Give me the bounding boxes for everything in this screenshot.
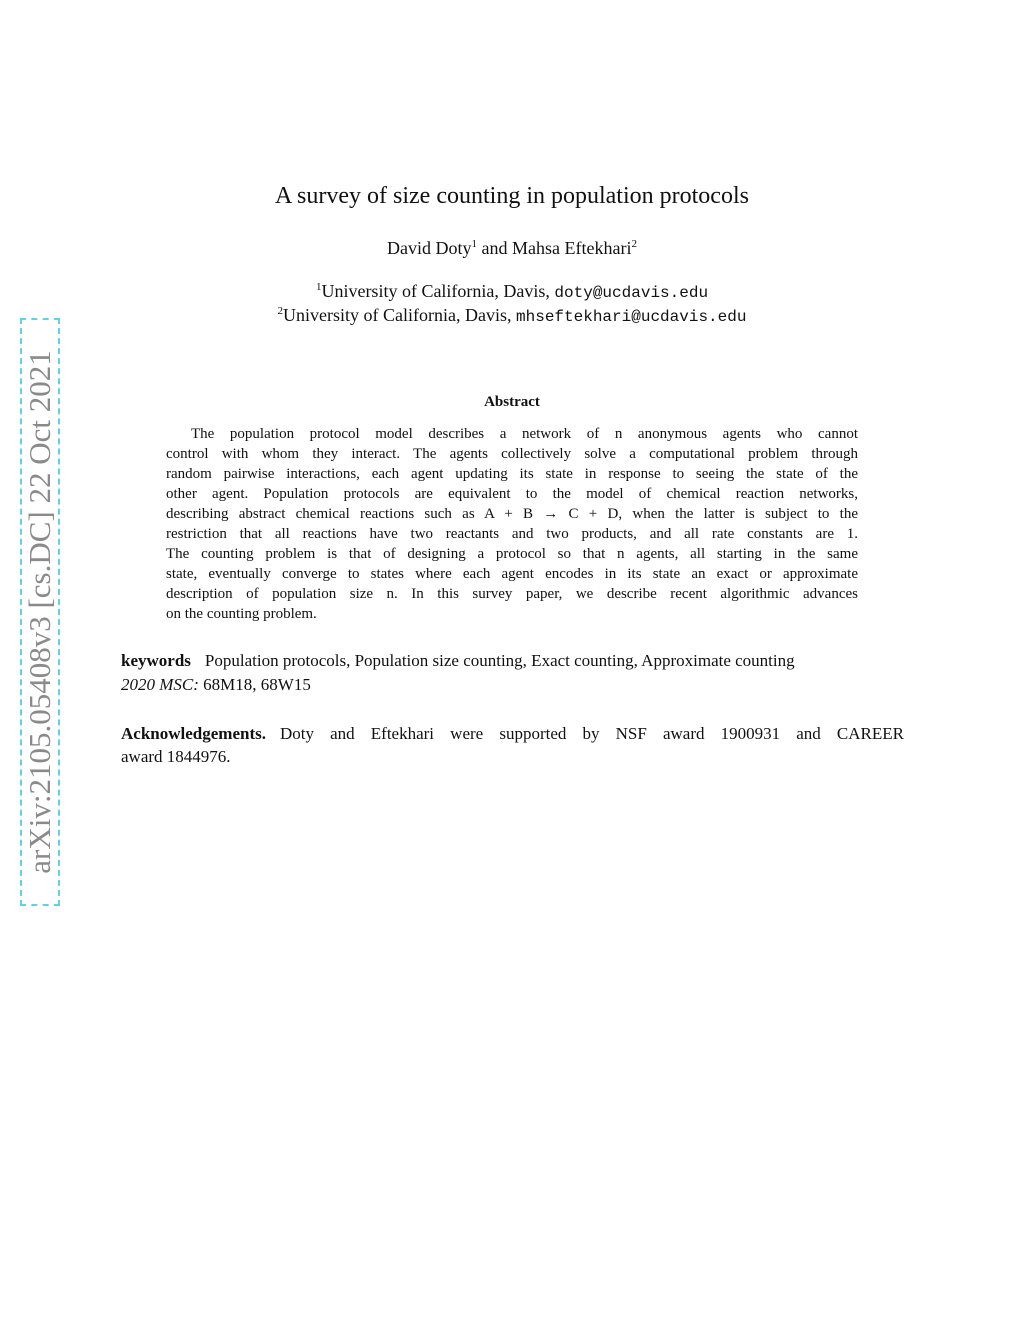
author-line: [0, 238, 1024, 259]
msc-label: 2020 MSC:: [121, 675, 199, 694]
author-email-link[interactable]: doty@ucdavis.edu: [554, 284, 709, 302]
paper-title: A survey of size counting in population protocols: [275, 183, 749, 209]
affiliation-text: University of California, Davis,: [283, 305, 517, 325]
acknowledgements: [121, 722, 904, 768]
abstract-line: describing abstract chemical reactions such as A + B → C + D, when the latter is subject to the: [166, 506, 858, 522]
affiliation-2: [0, 305, 1024, 326]
keywords-text: Population protocols, Population size counting, Exact counting, Approximate counting: [204, 651, 795, 670]
ack-text: Doty and Eftekhari were supported by NSF award 1900931 and CAREER: [279, 724, 904, 743]
author-name: Mahsa Eftekhari: [512, 238, 632, 258]
abstract-line: The population protocol model describes a network of n anonymous agents who cannot: [191, 426, 858, 442]
ack-label: Acknowledgements.: [121, 724, 266, 743]
author-name: David Doty: [387, 238, 472, 258]
affiliation-mark: 1: [315, 281, 322, 293]
ack-line-1: [121, 722, 904, 745]
abstract-line: state, eventually converge to states where each agent encodes in its state an exact or approximate: [166, 566, 858, 582]
abstract-line: control with whom they interact. The agents collectively solve a computational problem through: [166, 446, 858, 462]
author-conjunction: and: [481, 238, 508, 258]
keywords-line: [121, 651, 904, 671]
abstract-heading: Abstract: [484, 394, 540, 410]
abstract-line: The counting problem is that of designing a protocol so that n agents, all starting in the same: [166, 546, 858, 562]
author-email-link[interactable]: mhseftekhari@ucdavis.edu: [516, 308, 747, 326]
arxiv-identifier: arXiv:2105.05408v3 [cs.DC] 22 Oct 2021: [22, 350, 57, 874]
ack-line-2: award 1844976.: [121, 747, 231, 766]
abstract-line: description of population size n. In this survey paper, we describe recent algorithmic advances: [166, 586, 858, 602]
affiliation-mark: 2: [277, 305, 284, 317]
author-affil-mark: 2: [631, 238, 637, 250]
author-affil-mark: 1: [471, 238, 478, 250]
abstract-line: on the counting problem.: [166, 606, 317, 622]
abstract-line: random pairwise interactions, each agent updating its state in response to seeing the state of the: [166, 466, 858, 482]
affiliation-text: University of California, Davis,: [321, 281, 555, 301]
abstract-body: [166, 424, 858, 624]
keywords-label: keywords: [121, 651, 191, 670]
abstract-line: other agent. Population protocols are equivalent to the model of chemical reaction networks,: [166, 486, 858, 502]
abstract-line: restriction that all reactions have two reactants and two products, and all rate constants are 1.: [166, 526, 858, 542]
msc-line: [121, 675, 311, 695]
msc-codes: 68M18, 68W15: [203, 675, 311, 694]
affiliation-1: [0, 281, 1024, 302]
